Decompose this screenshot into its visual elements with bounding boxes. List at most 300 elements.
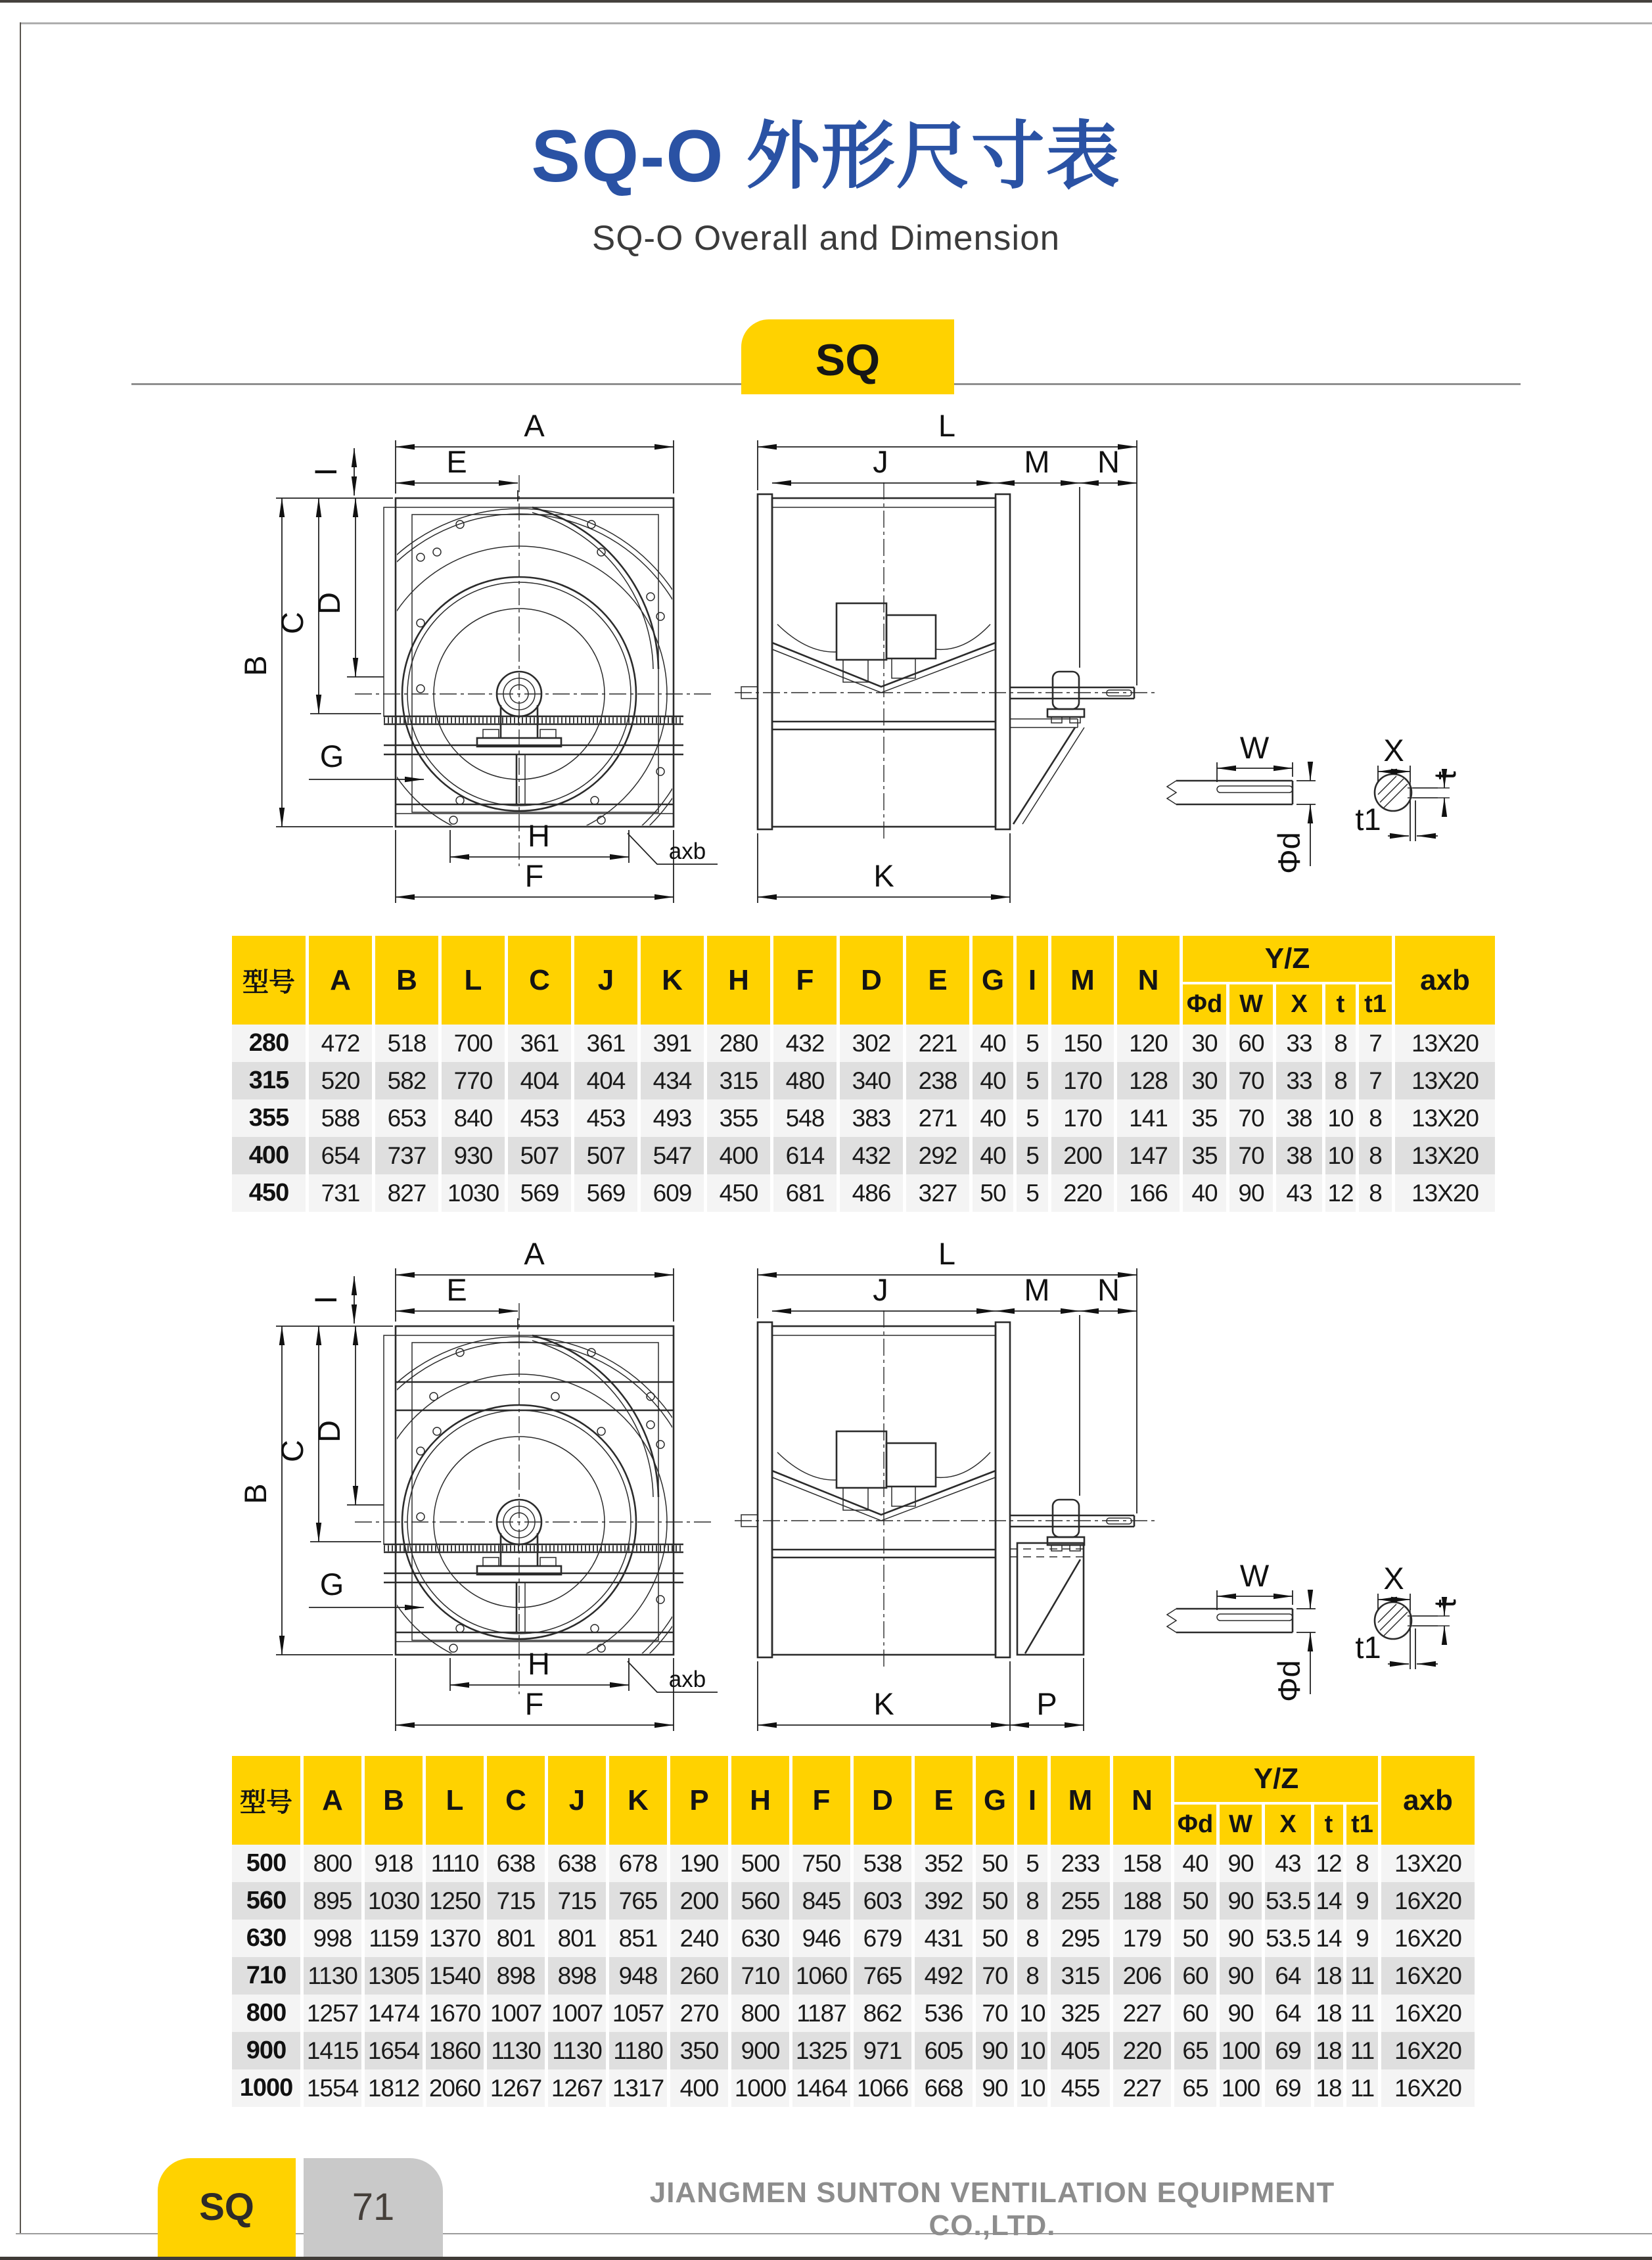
- table-cell: 432: [773, 1025, 837, 1062]
- table-cell: 90: [1220, 1920, 1262, 1957]
- table-cell: 1370: [426, 1920, 484, 1957]
- table-cell: 14: [1314, 1882, 1343, 1920]
- table-cell: 5: [1017, 1025, 1048, 1062]
- dim-label-L: L: [938, 1236, 956, 1271]
- table-cell: 400: [707, 1137, 770, 1174]
- table-cell: 840: [442, 1099, 505, 1137]
- table-cell: 930: [442, 1137, 505, 1174]
- front-view-drawing: [334, 1303, 713, 1707]
- dim-label-G: G: [319, 1567, 344, 1602]
- table-row-500: [232, 1845, 1475, 1882]
- dim-label-X: X: [1383, 1561, 1404, 1596]
- table-cell: 53.5: [1265, 1882, 1311, 1920]
- table-row-560: [232, 1882, 1475, 1920]
- table-cell: 588: [309, 1099, 372, 1137]
- table-cell: 325: [1051, 1995, 1110, 2032]
- table-cell: 731: [309, 1174, 372, 1212]
- table-cell: 233: [1051, 1845, 1110, 1882]
- table-cell: 16X20: [1381, 1957, 1475, 1995]
- table-row-400: [232, 1137, 1495, 1174]
- table-cell: 10: [1325, 1099, 1356, 1137]
- col-header-B: B: [375, 936, 438, 1025]
- col-header-K: K: [609, 1756, 667, 1845]
- table-cell: 271: [906, 1099, 969, 1137]
- table-cell: 654: [309, 1137, 372, 1174]
- dim-label-J: J: [873, 1272, 888, 1307]
- table-cell: 455: [1051, 2069, 1110, 2107]
- table-cell: 1110: [426, 1845, 484, 1882]
- table-cell: 800: [731, 1995, 789, 2032]
- dim-label-A: A: [524, 1236, 545, 1271]
- table-cell: 280: [707, 1025, 770, 1062]
- dim-label-K: K: [873, 1686, 894, 1721]
- col-header-C: C: [487, 1756, 545, 1845]
- table-cell: 13X20: [1395, 1137, 1495, 1174]
- table-cell: 64: [1265, 1957, 1311, 1995]
- table-cell: 1812: [365, 2069, 423, 2107]
- table-cell: 1325: [792, 2032, 850, 2069]
- table-cell: 392: [915, 1882, 973, 1920]
- col-header-K: K: [641, 936, 704, 1025]
- dim-label-C: C: [275, 612, 310, 634]
- table-cell: 770: [442, 1062, 505, 1099]
- table-cell: 64: [1265, 1995, 1311, 2032]
- table-cell: 948: [609, 1957, 667, 1995]
- table-cell: 190: [670, 1845, 728, 1882]
- table-cell: 18: [1314, 2069, 1343, 2107]
- table-row-355: [232, 1099, 1495, 1137]
- col-header-I: I: [1017, 1756, 1047, 1845]
- table-cell: 383: [840, 1099, 903, 1137]
- dim-label-F: F: [524, 1686, 544, 1721]
- col-header-model: 型号: [232, 936, 306, 1025]
- model-cell: 560: [232, 1882, 300, 1920]
- dim-label-E: E: [446, 1272, 467, 1307]
- table-cell: 166: [1117, 1174, 1180, 1212]
- table-row-1000: [232, 2069, 1475, 2107]
- table-cell: 614: [773, 1137, 837, 1174]
- model-cell: 280: [232, 1025, 306, 1062]
- table-cell: 50: [976, 1845, 1014, 1882]
- dim-label-N: N: [1097, 1272, 1120, 1307]
- table-cell: 90: [1220, 1995, 1262, 2032]
- table-cell: 700: [442, 1025, 505, 1062]
- side-view-dimensions: [758, 408, 1137, 903]
- table-cell: 240: [670, 1920, 728, 1957]
- table-cell: 715: [548, 1882, 606, 1920]
- col-header-D: D: [854, 1756, 911, 1845]
- table-cell: 10: [1017, 1995, 1047, 2032]
- model-cell: 900: [232, 2032, 300, 2069]
- table-cell: 35: [1183, 1137, 1226, 1174]
- table-cell: 38: [1276, 1137, 1322, 1174]
- dim-label-axb: axb: [668, 1667, 706, 1692]
- table-cell: 50: [976, 1882, 1014, 1920]
- table-cell: 391: [641, 1025, 704, 1062]
- dim-label-P: P: [1036, 1686, 1057, 1721]
- table-cell: 8: [1325, 1062, 1356, 1099]
- table-cell: 453: [574, 1099, 637, 1137]
- table-cell: 150: [1051, 1025, 1114, 1062]
- dim-label-B: B: [238, 1483, 273, 1504]
- col-header-G: G: [973, 936, 1013, 1025]
- table-cell: 361: [574, 1025, 637, 1062]
- table-cell: 200: [670, 1882, 728, 1920]
- dim-label-t1: t1: [1355, 802, 1381, 837]
- table-cell: 569: [508, 1174, 571, 1212]
- footer-page-number: 71: [304, 2158, 443, 2260]
- table-cell: 827: [375, 1174, 438, 1212]
- table-cell: 653: [375, 1099, 438, 1137]
- table-cell: 90: [976, 2032, 1014, 2069]
- col-header-t1: t1: [1346, 1805, 1378, 1845]
- model-cell: 800: [232, 1995, 300, 2032]
- page-edge-bottom: [0, 2257, 1652, 2260]
- dim-label-M: M: [1024, 1272, 1050, 1307]
- col-header-D: D: [840, 936, 903, 1025]
- col-header-C: C: [508, 936, 571, 1025]
- footer-company-name: JIANGMEN SUNTON VENTILATION EQUIPMENT CO.,LTD.: [649, 2177, 1335, 2242]
- table-cell: 38: [1276, 1099, 1322, 1137]
- table-cell: 270: [670, 1995, 728, 2032]
- table-cell: 170: [1051, 1062, 1114, 1099]
- table-cell: 638: [548, 1845, 606, 1882]
- table-cell: 40: [973, 1062, 1013, 1099]
- table-cell: 5: [1017, 1137, 1048, 1174]
- table-cell: 260: [670, 1957, 728, 1995]
- table-cell: 90: [1229, 1174, 1273, 1212]
- table-cell: 220: [1113, 2032, 1171, 2069]
- table-cell: 70: [976, 1995, 1014, 2032]
- inner-border-left: [20, 22, 21, 2234]
- col-header-G: G: [976, 1756, 1014, 1845]
- table-cell: 8: [1017, 1957, 1047, 1995]
- table-cell: 1257: [304, 1995, 361, 2032]
- table-cell: 40: [973, 1025, 1013, 1062]
- table-cell: 188: [1113, 1882, 1171, 1920]
- table-cell: 141: [1117, 1099, 1180, 1137]
- table-cell: 538: [854, 1845, 911, 1882]
- table-cell: 90: [1220, 1882, 1262, 1920]
- table-cell: 206: [1113, 1957, 1171, 1995]
- table-cell: 900: [731, 2032, 789, 2069]
- col-header-P: P: [670, 1756, 728, 1845]
- side-view-drawing: [735, 482, 1155, 841]
- table-cell: 40: [973, 1099, 1013, 1137]
- table-cell: 1554: [304, 2069, 361, 2107]
- table-cell: 5: [1017, 1099, 1048, 1137]
- table-cell: 8: [1017, 1882, 1047, 1920]
- front-view-dimensions: [238, 1236, 718, 1731]
- col-header-t: t: [1325, 984, 1356, 1025]
- table-cell: 13X20: [1381, 1845, 1475, 1882]
- inner-border-top: [20, 22, 1652, 24]
- table-cell: 998: [304, 1920, 361, 1957]
- table-cell: 678: [609, 1845, 667, 1882]
- table-cell: 560: [731, 1882, 789, 1920]
- table-cell: 292: [906, 1137, 969, 1174]
- table-cell: 971: [854, 2032, 911, 2069]
- table-cell: 147: [1117, 1137, 1180, 1174]
- table-cell: 315: [707, 1062, 770, 1099]
- front-view-dimensions: [238, 408, 718, 903]
- table-cell: 1030: [442, 1174, 505, 1212]
- table-cell: 13X20: [1395, 1099, 1495, 1137]
- col-header-N: N: [1113, 1756, 1171, 1845]
- table-cell: 16X20: [1381, 1882, 1475, 1920]
- model-cell: 630: [232, 1920, 300, 1957]
- col-header-H: H: [731, 1756, 789, 1845]
- table-cell: 800: [304, 1845, 361, 1882]
- table-cell: 40: [1174, 1845, 1216, 1882]
- table-cell: 50: [1174, 1882, 1216, 1920]
- table-cell: 11: [1346, 1995, 1378, 2032]
- dim-label-D: D: [311, 592, 346, 614]
- col-header-axb: axb: [1381, 1756, 1475, 1845]
- table-cell: 70: [1229, 1099, 1273, 1137]
- col-header-t1: t1: [1359, 984, 1392, 1025]
- table-cell: 918: [365, 1845, 423, 1882]
- table-cell: 895: [304, 1882, 361, 1920]
- table-cell: 630: [731, 1920, 789, 1957]
- dim-label-I: I: [308, 1295, 343, 1304]
- shaft-detail-drawing: [1167, 1558, 1462, 1702]
- model-cell: 710: [232, 1957, 300, 1995]
- table-cell: 11: [1346, 2069, 1378, 2107]
- col-header-L: L: [426, 1756, 484, 1845]
- table-cell: 33: [1276, 1025, 1322, 1062]
- table-cell: 518: [375, 1025, 438, 1062]
- table-cell: 582: [375, 1062, 438, 1099]
- dim-label-M: M: [1024, 444, 1050, 479]
- col-header-E: E: [915, 1756, 973, 1845]
- table-cell: 18: [1314, 1995, 1343, 2032]
- dimension-diagram-belt-drive-small: [0, 406, 1652, 932]
- dim-label-B: B: [238, 655, 273, 676]
- col-header-F: F: [773, 936, 837, 1025]
- dim-label-phid: Φd: [1272, 1660, 1306, 1702]
- table-cell: 100: [1220, 2032, 1262, 2069]
- model-cell: 1000: [232, 2069, 300, 2107]
- table-cell: 520: [309, 1062, 372, 1099]
- table-cell: 9: [1346, 1920, 1378, 1957]
- table-cell: 862: [854, 1995, 911, 2032]
- table-cell: 1317: [609, 2069, 667, 2107]
- table-cell: 765: [854, 1957, 911, 1995]
- table-cell: 8: [1359, 1137, 1392, 1174]
- dimension-table-large-sizes: [229, 1756, 1478, 2107]
- page-subtitle: SQ-O Overall and Dimension: [591, 219, 1061, 258]
- col-header-E: E: [906, 936, 969, 1025]
- table-cell: 200: [1051, 1137, 1114, 1174]
- table-cell: 16X20: [1381, 2069, 1475, 2107]
- col-header-axb: axb: [1395, 936, 1495, 1025]
- table-cell: 65: [1174, 2069, 1216, 2107]
- motor-pedestal: [1010, 1543, 1084, 1655]
- model-cell: 500: [232, 1845, 300, 1882]
- table-cell: 715: [487, 1882, 545, 1920]
- table-cell: 12: [1325, 1174, 1356, 1212]
- table-cell: 179: [1113, 1920, 1171, 1957]
- footer-series-tab: SQ: [158, 2158, 296, 2260]
- dim-label-t1: t1: [1355, 1630, 1381, 1665]
- table-cell: 16X20: [1381, 2032, 1475, 2069]
- col-header-t: t: [1314, 1805, 1343, 1845]
- dim-label-J: J: [873, 444, 888, 479]
- table-cell: 100: [1220, 2069, 1262, 2107]
- dim-label-C: C: [275, 1440, 310, 1462]
- support-bracket: [1010, 719, 1084, 824]
- table-cell: 8: [1325, 1025, 1356, 1062]
- table-cell: 569: [574, 1174, 637, 1212]
- dim-label-F: F: [524, 858, 544, 893]
- table-cell: 1860: [426, 2032, 484, 2069]
- table-cell: 9: [1346, 1882, 1378, 1920]
- col-header-W: W: [1220, 1805, 1262, 1845]
- table-cell: 43: [1276, 1174, 1322, 1212]
- table-cell: 5: [1017, 1062, 1048, 1099]
- col-header-M: M: [1051, 1756, 1110, 1845]
- col-header-B: B: [365, 1756, 423, 1845]
- col-header-group-yz: Y/Z: [1174, 1756, 1378, 1805]
- dim-label-L: L: [938, 408, 956, 443]
- table-cell: 315: [1051, 1957, 1110, 1995]
- side-view-dimensions: [758, 1236, 1137, 1731]
- dim-label-E: E: [446, 444, 467, 479]
- table-cell: 10: [1325, 1137, 1356, 1174]
- table-cell: 355: [707, 1099, 770, 1137]
- table-cell: 1007: [487, 1995, 545, 2032]
- table-cell: 851: [609, 1920, 667, 1957]
- table-cell: 679: [854, 1920, 911, 1957]
- dim-label-W: W: [1239, 730, 1270, 765]
- table-cell: 2060: [426, 2069, 484, 2107]
- table-cell: 898: [548, 1957, 606, 1995]
- col-header-M: M: [1051, 936, 1114, 1025]
- table-cell: 7: [1359, 1062, 1392, 1099]
- col-header-W: W: [1229, 984, 1273, 1025]
- table-cell: 1000: [731, 2069, 789, 2107]
- dim-label-D: D: [311, 1420, 346, 1442]
- bolt-holes: [417, 1349, 664, 1632]
- table-cell: 8: [1359, 1174, 1392, 1212]
- table-cell: 120: [1117, 1025, 1180, 1062]
- table-cell: 548: [773, 1099, 837, 1137]
- col-header-A: A: [309, 936, 372, 1025]
- table-cell: 765: [609, 1882, 667, 1920]
- table-cell: 1060: [792, 1957, 850, 1995]
- table-cell: 10: [1017, 2069, 1047, 2107]
- table-cell: 50: [973, 1174, 1013, 1212]
- table-cell: 605: [915, 2032, 973, 2069]
- dim-label-K: K: [873, 858, 894, 893]
- table-cell: 1670: [426, 1995, 484, 2032]
- table-cell: 400: [670, 2069, 728, 2107]
- dim-label-H: H: [528, 1646, 550, 1681]
- dim-label-t: t: [1427, 1599, 1462, 1608]
- col-header-I: I: [1017, 936, 1048, 1025]
- table-cell: 158: [1113, 1845, 1171, 1882]
- table-cell: 1130: [487, 2032, 545, 2069]
- col-header-Φd: Φd: [1174, 1805, 1216, 1845]
- dim-label-I: I: [308, 467, 343, 476]
- table-cell: 404: [508, 1062, 571, 1099]
- table-cell: 302: [840, 1025, 903, 1062]
- table-row-315: [232, 1062, 1495, 1099]
- table-cell: 11: [1346, 1957, 1378, 1995]
- table-cell: 69: [1265, 2032, 1311, 2069]
- table-cell: 327: [906, 1174, 969, 1212]
- table-cell: 801: [548, 1920, 606, 1957]
- table-cell: 453: [508, 1099, 571, 1137]
- table-cell: 60: [1174, 1957, 1216, 1995]
- table-cell: 65: [1174, 2032, 1216, 2069]
- table-cell: 432: [840, 1137, 903, 1174]
- table-cell: 480: [773, 1062, 837, 1099]
- table-cell: 295: [1051, 1920, 1110, 1957]
- table-cell: 500: [731, 1845, 789, 1882]
- model-cell: 315: [232, 1062, 306, 1099]
- table-cell: 220: [1051, 1174, 1114, 1212]
- table-cell: 1415: [304, 2032, 361, 2069]
- table-cell: 404: [574, 1062, 637, 1099]
- dimension-diagram-belt-drive-large: [0, 1234, 1652, 1760]
- table-cell: 507: [574, 1137, 637, 1174]
- table-cell: 431: [915, 1920, 973, 1957]
- table-cell: 53.5: [1265, 1920, 1311, 1957]
- col-header-F: F: [792, 1756, 850, 1845]
- table-row-280: [232, 1025, 1495, 1062]
- table-cell: 1187: [792, 1995, 850, 2032]
- table-cell: 12: [1314, 1845, 1343, 1882]
- table-cell: 18: [1314, 2032, 1343, 2069]
- col-header-group-yz: Y/Z: [1183, 936, 1392, 984]
- table-row-630: [232, 1920, 1475, 1957]
- dim-label-A: A: [524, 408, 545, 443]
- bolt-holes: [417, 520, 664, 804]
- table-cell: 352: [915, 1845, 973, 1882]
- table-cell: 898: [487, 1957, 545, 1995]
- dim-label-H: H: [528, 818, 550, 853]
- dim-label-X: X: [1383, 733, 1404, 768]
- table-cell: 405: [1051, 2032, 1110, 2069]
- col-header-J: J: [574, 936, 637, 1025]
- dim-label-W: W: [1239, 1558, 1270, 1593]
- dim-label-N: N: [1097, 444, 1120, 479]
- col-header-X: X: [1276, 984, 1322, 1025]
- table-cell: 1130: [548, 2032, 606, 2069]
- table-cell: 227: [1113, 2069, 1171, 2107]
- table-cell: 340: [840, 1062, 903, 1099]
- dim-label-t: t: [1427, 771, 1462, 780]
- table-cell: 7: [1359, 1025, 1392, 1062]
- table-cell: 710: [731, 1957, 789, 1995]
- table-cell: 486: [840, 1174, 903, 1212]
- table-cell: 90: [1220, 1957, 1262, 1995]
- table-cell: 1057: [609, 1995, 667, 2032]
- table-cell: 1066: [854, 2069, 911, 2107]
- model-cell: 400: [232, 1137, 306, 1174]
- table-cell: 1540: [426, 1957, 484, 1995]
- table-cell: 221: [906, 1025, 969, 1062]
- table-cell: 737: [375, 1137, 438, 1174]
- table-cell: 1474: [365, 1995, 423, 2032]
- table-cell: 1180: [609, 2032, 667, 2069]
- table-cell: 450: [707, 1174, 770, 1212]
- table-cell: 60: [1174, 1995, 1216, 2032]
- table-cell: 128: [1117, 1062, 1180, 1099]
- table-cell: 1464: [792, 2069, 850, 2107]
